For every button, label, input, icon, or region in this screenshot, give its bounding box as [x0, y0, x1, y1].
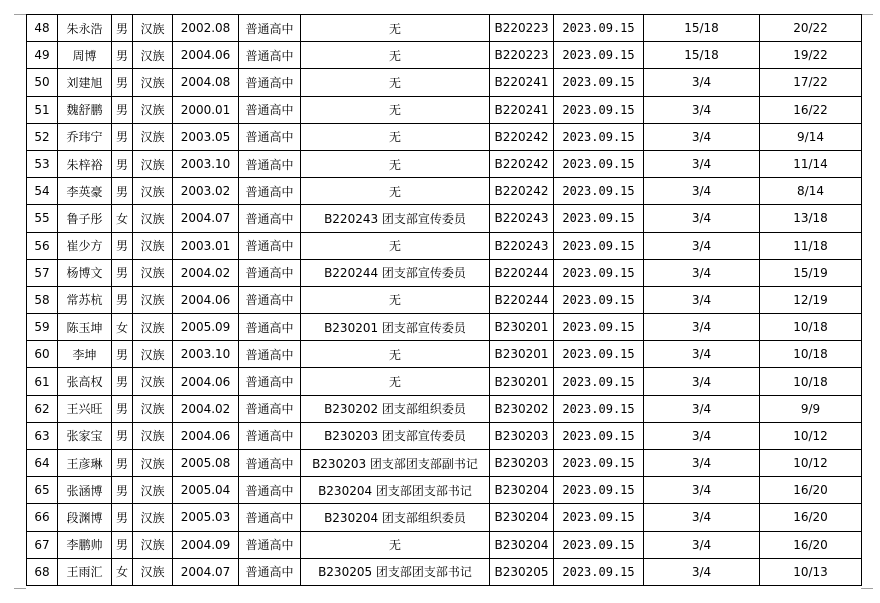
role-cell: 无 — [301, 96, 490, 123]
ratio-a-cell: 15/18 — [644, 15, 760, 42]
birth-date-cell: 2005.08 — [173, 450, 239, 477]
class-id-cell: B220244 — [490, 286, 554, 313]
ratio-a-cell: 3/4 — [644, 96, 760, 123]
ratio-b-cell: 15/19 — [760, 259, 862, 286]
gender-cell: 男 — [112, 341, 133, 368]
ratio-a-cell: 3/4 — [644, 368, 760, 395]
join-date-cell: 2023.09.15 — [554, 69, 644, 96]
class-id-cell: B220242 — [490, 150, 554, 177]
name-cell: 鲁子彤 — [58, 205, 112, 232]
gender-cell: 男 — [112, 150, 133, 177]
class-id-cell: B230205 — [490, 558, 554, 585]
role-cell: 无 — [301, 15, 490, 42]
name-cell: 常苏杭 — [58, 286, 112, 313]
ethnicity-cell: 汉族 — [133, 450, 173, 477]
join-date-cell: 2023.09.15 — [554, 286, 644, 313]
birth-date-cell: 2004.09 — [173, 531, 239, 558]
class-id-cell: B220241 — [490, 69, 554, 96]
education-cell: 普通高中 — [239, 422, 301, 449]
education-cell: 普通高中 — [239, 286, 301, 313]
birth-date-cell: 2004.07 — [173, 558, 239, 585]
table-row — [27, 205, 862, 232]
birth-date-cell: 2004.06 — [173, 368, 239, 395]
birth-date-cell: 2004.02 — [173, 395, 239, 422]
ratio-a-cell: 3/4 — [644, 450, 760, 477]
table-row — [27, 42, 862, 69]
class-id-cell: B230204 — [490, 531, 554, 558]
row-number-cell: 51 — [27, 96, 58, 123]
row-number-cell: 55 — [27, 205, 58, 232]
class-id-cell: B220242 — [490, 178, 554, 205]
education-cell: 普通高中 — [239, 42, 301, 69]
ratio-b-cell: 9/9 — [760, 395, 862, 422]
join-date-cell: 2023.09.15 — [554, 504, 644, 531]
ratio-a-cell: 3/4 — [644, 477, 760, 504]
role-cell: 无 — [301, 150, 490, 177]
ratio-b-cell: 9/14 — [760, 123, 862, 150]
class-id-cell: B220244 — [490, 259, 554, 286]
education-cell: 普通高中 — [239, 368, 301, 395]
table-row — [27, 15, 862, 42]
table-row — [27, 422, 862, 449]
join-date-cell: 2023.09.15 — [554, 422, 644, 449]
row-number-cell: 54 — [27, 178, 58, 205]
ethnicity-cell: 汉族 — [133, 205, 173, 232]
ethnicity-cell: 汉族 — [133, 286, 173, 313]
crop-mark — [861, 588, 873, 589]
role-cell: 无 — [301, 368, 490, 395]
gender-cell: 男 — [112, 531, 133, 558]
row-number-cell: 50 — [27, 69, 58, 96]
name-cell: 李英豪 — [58, 178, 112, 205]
ethnicity-cell: 汉族 — [133, 422, 173, 449]
ratio-a-cell: 3/4 — [644, 395, 760, 422]
birth-date-cell: 2005.09 — [173, 314, 239, 341]
education-cell: 普通高中 — [239, 69, 301, 96]
row-number-cell: 56 — [27, 232, 58, 259]
row-number-cell: 52 — [27, 123, 58, 150]
ethnicity-cell: 汉族 — [133, 341, 173, 368]
role-cell: B230203 团支部团支部副书记 — [301, 450, 490, 477]
birth-date-cell: 2003.02 — [173, 178, 239, 205]
class-id-cell: B230204 — [490, 504, 554, 531]
table-row — [27, 69, 862, 96]
role-cell: 无 — [301, 178, 490, 205]
role-cell: B230205 团支部团支部书记 — [301, 558, 490, 585]
row-number-cell: 65 — [27, 477, 58, 504]
class-id-cell: B230203 — [490, 422, 554, 449]
class-id-cell: B230201 — [490, 368, 554, 395]
role-cell: 无 — [301, 42, 490, 69]
table-row — [27, 314, 862, 341]
ethnicity-cell: 汉族 — [133, 477, 173, 504]
class-id-cell: B230201 — [490, 341, 554, 368]
education-cell: 普通高中 — [239, 450, 301, 477]
name-cell: 魏舒鹏 — [58, 96, 112, 123]
join-date-cell: 2023.09.15 — [554, 123, 644, 150]
join-date-cell: 2023.09.15 — [554, 178, 644, 205]
table-row — [27, 150, 862, 177]
crop-mark — [14, 588, 26, 589]
ratio-b-cell: 20/22 — [760, 15, 862, 42]
table-row — [27, 286, 862, 313]
gender-cell: 男 — [112, 504, 133, 531]
join-date-cell: 2023.09.15 — [554, 450, 644, 477]
birth-date-cell: 2003.01 — [173, 232, 239, 259]
ethnicity-cell: 汉族 — [133, 314, 173, 341]
name-cell: 刘建旭 — [58, 69, 112, 96]
row-number-cell: 59 — [27, 314, 58, 341]
join-date-cell: 2023.09.15 — [554, 558, 644, 585]
table-row — [27, 259, 862, 286]
ethnicity-cell: 汉族 — [133, 96, 173, 123]
ratio-a-cell: 3/4 — [644, 531, 760, 558]
role-cell: 无 — [301, 232, 490, 259]
education-cell: 普通高中 — [239, 15, 301, 42]
role-cell: 无 — [301, 286, 490, 313]
birth-date-cell: 2005.04 — [173, 477, 239, 504]
table-row — [27, 178, 862, 205]
name-cell: 陈玉坤 — [58, 314, 112, 341]
gender-cell: 男 — [112, 178, 133, 205]
name-cell: 李鹏帅 — [58, 531, 112, 558]
education-cell: 普通高中 — [239, 531, 301, 558]
ratio-a-cell: 3/4 — [644, 286, 760, 313]
ratio-b-cell: 16/22 — [760, 96, 862, 123]
join-date-cell: 2023.09.15 — [554, 531, 644, 558]
class-id-cell: B220243 — [490, 232, 554, 259]
ethnicity-cell: 汉族 — [133, 504, 173, 531]
ratio-a-cell: 3/4 — [644, 314, 760, 341]
education-cell: 普通高中 — [239, 477, 301, 504]
ratio-b-cell: 19/22 — [760, 42, 862, 69]
table-row — [27, 341, 862, 368]
join-date-cell: 2023.09.15 — [554, 15, 644, 42]
ethnicity-cell: 汉族 — [133, 150, 173, 177]
ratio-b-cell: 16/20 — [760, 504, 862, 531]
role-cell: 无 — [301, 123, 490, 150]
role-cell: B230202 团支部组织委员 — [301, 395, 490, 422]
name-cell: 王彦琳 — [58, 450, 112, 477]
join-date-cell: 2023.09.15 — [554, 341, 644, 368]
ratio-b-cell: 10/18 — [760, 314, 862, 341]
ratio-a-cell: 3/4 — [644, 150, 760, 177]
table-row — [27, 395, 862, 422]
ratio-b-cell: 16/20 — [760, 531, 862, 558]
education-cell: 普通高中 — [239, 395, 301, 422]
ratio-b-cell: 10/13 — [760, 558, 862, 585]
row-number-cell: 63 — [27, 422, 58, 449]
table-row — [27, 504, 862, 531]
birth-date-cell: 2005.03 — [173, 504, 239, 531]
role-cell: 无 — [301, 69, 490, 96]
row-number-cell: 53 — [27, 150, 58, 177]
gender-cell: 男 — [112, 232, 133, 259]
join-date-cell: 2023.09.15 — [554, 368, 644, 395]
birth-date-cell: 2003.10 — [173, 150, 239, 177]
education-cell: 普通高中 — [239, 150, 301, 177]
row-number-cell: 60 — [27, 341, 58, 368]
class-id-cell: B230202 — [490, 395, 554, 422]
ethnicity-cell: 汉族 — [133, 531, 173, 558]
ratio-a-cell: 3/4 — [644, 205, 760, 232]
education-cell: 普通高中 — [239, 558, 301, 585]
education-cell: 普通高中 — [239, 205, 301, 232]
name-cell: 张家宝 — [58, 422, 112, 449]
join-date-cell: 2023.09.15 — [554, 395, 644, 422]
table-row — [27, 558, 862, 585]
class-id-cell: B220241 — [490, 96, 554, 123]
ethnicity-cell: 汉族 — [133, 395, 173, 422]
ethnicity-cell: 汉族 — [133, 558, 173, 585]
row-number-cell: 48 — [27, 15, 58, 42]
birth-date-cell: 2004.06 — [173, 286, 239, 313]
gender-cell: 男 — [112, 422, 133, 449]
join-date-cell: 2023.09.15 — [554, 232, 644, 259]
ethnicity-cell: 汉族 — [133, 69, 173, 96]
ratio-b-cell: 12/19 — [760, 286, 862, 313]
gender-cell: 男 — [112, 259, 133, 286]
row-number-cell: 66 — [27, 504, 58, 531]
name-cell: 张高权 — [58, 368, 112, 395]
role-cell: B230203 团支部宣传委员 — [301, 422, 490, 449]
ethnicity-cell: 汉族 — [133, 123, 173, 150]
row-number-cell: 49 — [27, 42, 58, 69]
member-roster-table — [26, 14, 862, 586]
table-body — [27, 15, 862, 586]
birth-date-cell: 2002.08 — [173, 15, 239, 42]
join-date-cell: 2023.09.15 — [554, 205, 644, 232]
ratio-a-cell: 3/4 — [644, 422, 760, 449]
name-cell: 朱永浩 — [58, 15, 112, 42]
row-number-cell: 58 — [27, 286, 58, 313]
ratio-b-cell: 16/20 — [760, 477, 862, 504]
role-cell: 无 — [301, 531, 490, 558]
birth-date-cell: 2004.06 — [173, 42, 239, 69]
row-number-cell: 64 — [27, 450, 58, 477]
ethnicity-cell: 汉族 — [133, 259, 173, 286]
education-cell: 普通高中 — [239, 96, 301, 123]
ethnicity-cell: 汉族 — [133, 178, 173, 205]
table-row — [27, 531, 862, 558]
gender-cell: 男 — [112, 477, 133, 504]
join-date-cell: 2023.09.15 — [554, 477, 644, 504]
class-id-cell: B230203 — [490, 450, 554, 477]
class-id-cell: B220223 — [490, 42, 554, 69]
ratio-a-cell: 15/18 — [644, 42, 760, 69]
ratio-b-cell: 10/12 — [760, 450, 862, 477]
ratio-b-cell: 10/12 — [760, 422, 862, 449]
name-cell: 周博 — [58, 42, 112, 69]
name-cell: 朱梓裕 — [58, 150, 112, 177]
ratio-a-cell: 3/4 — [644, 504, 760, 531]
class-id-cell: B230201 — [490, 314, 554, 341]
row-number-cell: 61 — [27, 368, 58, 395]
name-cell: 乔玮宁 — [58, 123, 112, 150]
row-number-cell: 67 — [27, 531, 58, 558]
gender-cell: 男 — [112, 286, 133, 313]
row-number-cell: 68 — [27, 558, 58, 585]
table-row — [27, 477, 862, 504]
table-row — [27, 232, 862, 259]
name-cell: 王雨汇 — [58, 558, 112, 585]
ratio-a-cell: 3/4 — [644, 558, 760, 585]
class-id-cell: B220223 — [490, 15, 554, 42]
class-id-cell: B220243 — [490, 205, 554, 232]
ratio-a-cell: 3/4 — [644, 259, 760, 286]
birth-date-cell: 2004.08 — [173, 69, 239, 96]
name-cell: 崔少方 — [58, 232, 112, 259]
ratio-a-cell: 3/4 — [644, 69, 760, 96]
class-id-cell: B220242 — [490, 123, 554, 150]
ratio-b-cell: 10/18 — [760, 368, 862, 395]
ratio-a-cell: 3/4 — [644, 341, 760, 368]
name-cell: 李坤 — [58, 341, 112, 368]
join-date-cell: 2023.09.15 — [554, 314, 644, 341]
birth-date-cell: 2003.05 — [173, 123, 239, 150]
birth-date-cell: 2003.10 — [173, 341, 239, 368]
birth-date-cell: 2004.06 — [173, 422, 239, 449]
education-cell: 普通高中 — [239, 341, 301, 368]
role-cell: B230201 团支部宣传委员 — [301, 314, 490, 341]
class-id-cell: B230204 — [490, 477, 554, 504]
table-row — [27, 96, 862, 123]
join-date-cell: 2023.09.15 — [554, 42, 644, 69]
education-cell: 普通高中 — [239, 504, 301, 531]
ratio-b-cell: 13/18 — [760, 205, 862, 232]
name-cell: 段渊博 — [58, 504, 112, 531]
table-row — [27, 450, 862, 477]
crop-mark — [861, 14, 873, 15]
education-cell: 普通高中 — [239, 314, 301, 341]
ethnicity-cell: 汉族 — [133, 42, 173, 69]
education-cell: 普通高中 — [239, 123, 301, 150]
ratio-b-cell: 11/18 — [760, 232, 862, 259]
ethnicity-cell: 汉族 — [133, 15, 173, 42]
gender-cell: 男 — [112, 15, 133, 42]
join-date-cell: 2023.09.15 — [554, 150, 644, 177]
gender-cell: 男 — [112, 123, 133, 150]
role-cell: B230204 团支部团支部书记 — [301, 477, 490, 504]
ratio-a-cell: 3/4 — [644, 123, 760, 150]
birth-date-cell: 2000.01 — [173, 96, 239, 123]
gender-cell: 男 — [112, 395, 133, 422]
education-cell: 普通高中 — [239, 232, 301, 259]
crop-mark — [14, 14, 26, 15]
role-cell: B220243 团支部宣传委员 — [301, 205, 490, 232]
role-cell: B220244 团支部宣传委员 — [301, 259, 490, 286]
row-number-cell: 62 — [27, 395, 58, 422]
gender-cell: 男 — [112, 368, 133, 395]
ratio-b-cell: 10/18 — [760, 341, 862, 368]
role-cell: B230204 团支部组织委员 — [301, 504, 490, 531]
birth-date-cell: 2004.02 — [173, 259, 239, 286]
education-cell: 普通高中 — [239, 259, 301, 286]
ratio-a-cell: 3/4 — [644, 232, 760, 259]
join-date-cell: 2023.09.15 — [554, 259, 644, 286]
role-cell: 无 — [301, 341, 490, 368]
gender-cell: 女 — [112, 205, 133, 232]
ratio-b-cell: 8/14 — [760, 178, 862, 205]
gender-cell: 女 — [112, 558, 133, 585]
birth-date-cell: 2004.07 — [173, 205, 239, 232]
ethnicity-cell: 汉族 — [133, 232, 173, 259]
ethnicity-cell: 汉族 — [133, 368, 173, 395]
gender-cell: 女 — [112, 314, 133, 341]
name-cell: 张涵博 — [58, 477, 112, 504]
ratio-a-cell: 3/4 — [644, 178, 760, 205]
gender-cell: 男 — [112, 96, 133, 123]
gender-cell: 男 — [112, 450, 133, 477]
ratio-b-cell: 17/22 — [760, 69, 862, 96]
name-cell: 杨博文 — [58, 259, 112, 286]
join-date-cell: 2023.09.15 — [554, 96, 644, 123]
name-cell: 王兴旺 — [58, 395, 112, 422]
gender-cell: 男 — [112, 42, 133, 69]
table-row — [27, 368, 862, 395]
education-cell: 普通高中 — [239, 178, 301, 205]
ratio-b-cell: 11/14 — [760, 150, 862, 177]
gender-cell: 男 — [112, 69, 133, 96]
table-row — [27, 123, 862, 150]
row-number-cell: 57 — [27, 259, 58, 286]
